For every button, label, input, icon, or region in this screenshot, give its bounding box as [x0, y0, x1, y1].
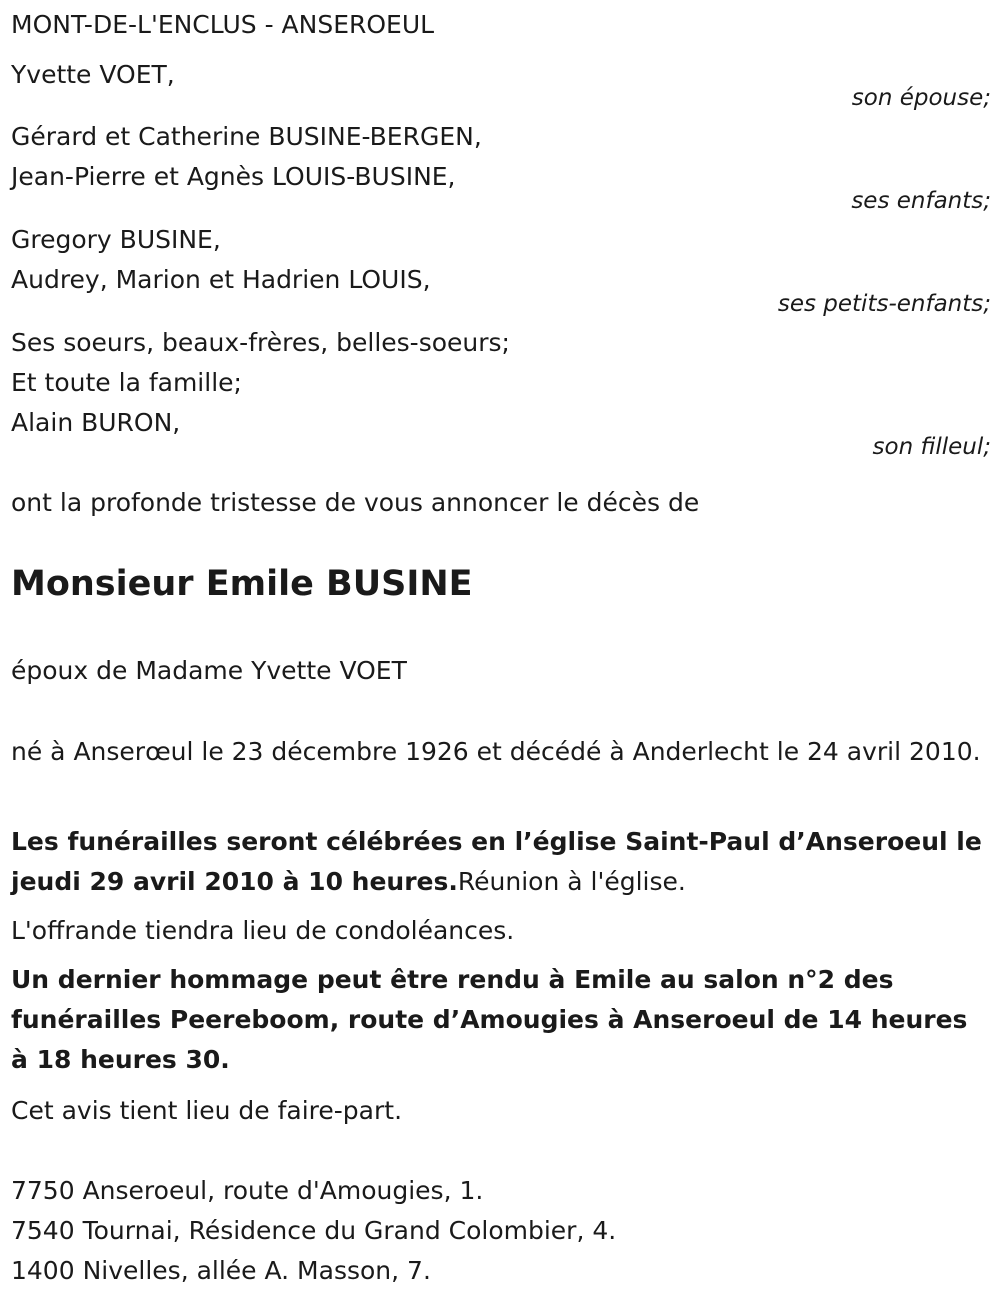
grandchildren-line-2: Audrey, Marion et Hadrien LOUIS,: [11, 265, 431, 294]
address-line: 1400 Nivelles, allée A. Masson, 7.: [11, 1256, 431, 1285]
children-role: ses enfants;: [851, 188, 991, 214]
notice-text: Cet avis tient lieu de faire-part.: [11, 1096, 403, 1125]
godson-role: son filleul;: [872, 434, 991, 460]
offering-text: L'offrande tiendra lieu de condoléances.: [11, 916, 515, 945]
spouse-of-line: époux de Madame Yvette VOET: [11, 656, 407, 685]
birth-death-text: né à Anserœul le 23 décembre 1926 et décédé à Anderlecht le 24 avril 2010.: [11, 737, 981, 766]
children-line-2: Jean-Pierre et Agnès LOUIS-BUSINE,: [11, 162, 456, 191]
siblings-line: Ses soeurs, beaux-frères, belles-soeurs;: [11, 328, 510, 357]
spouse-role: son épouse;: [851, 85, 991, 111]
deceased-name: Monsieur Emile BUSINE: [11, 564, 473, 604]
tribute-text: Un dernier hommage peut être rendu à Emile au salon n°2 des funérailles Peereboom, route d’Amougies à Anseroeul de 14 heures à 18 heures 30.: [11, 965, 968, 1074]
spouse-name: Yvette VOET,: [11, 60, 175, 89]
reunion-text: Réunion à l'église.: [457, 867, 686, 896]
funeral-paragraph: [11, 822, 986, 902]
grandchildren-line-1: Gregory BUSINE,: [11, 225, 221, 254]
family-line: Et toute la famille;: [11, 368, 242, 397]
funeral-details: Les funérailles seront célébrées en l’église Saint-Paul d’Anseroeul le jeudi 29 avril 2010 à 10 heures.: [11, 827, 982, 896]
grandchildren-role: ses petits-enfants;: [777, 291, 991, 317]
children-line-1: Gérard et Catherine BUSINE-BERGEN,: [11, 122, 482, 151]
godson-name: Alain BURON,: [11, 408, 181, 437]
address-line: 7750 Anseroeul, route d'Amougies, 1.: [11, 1176, 484, 1205]
announcement-text: ont la profonde tristesse de vous annoncer le décès de: [11, 488, 700, 517]
address-line: 7540 Tournai, Résidence du Grand Colombier, 4.: [11, 1216, 617, 1245]
location-header: MONT-DE-L'ENCLUS - ANSEROEUL: [11, 10, 435, 39]
